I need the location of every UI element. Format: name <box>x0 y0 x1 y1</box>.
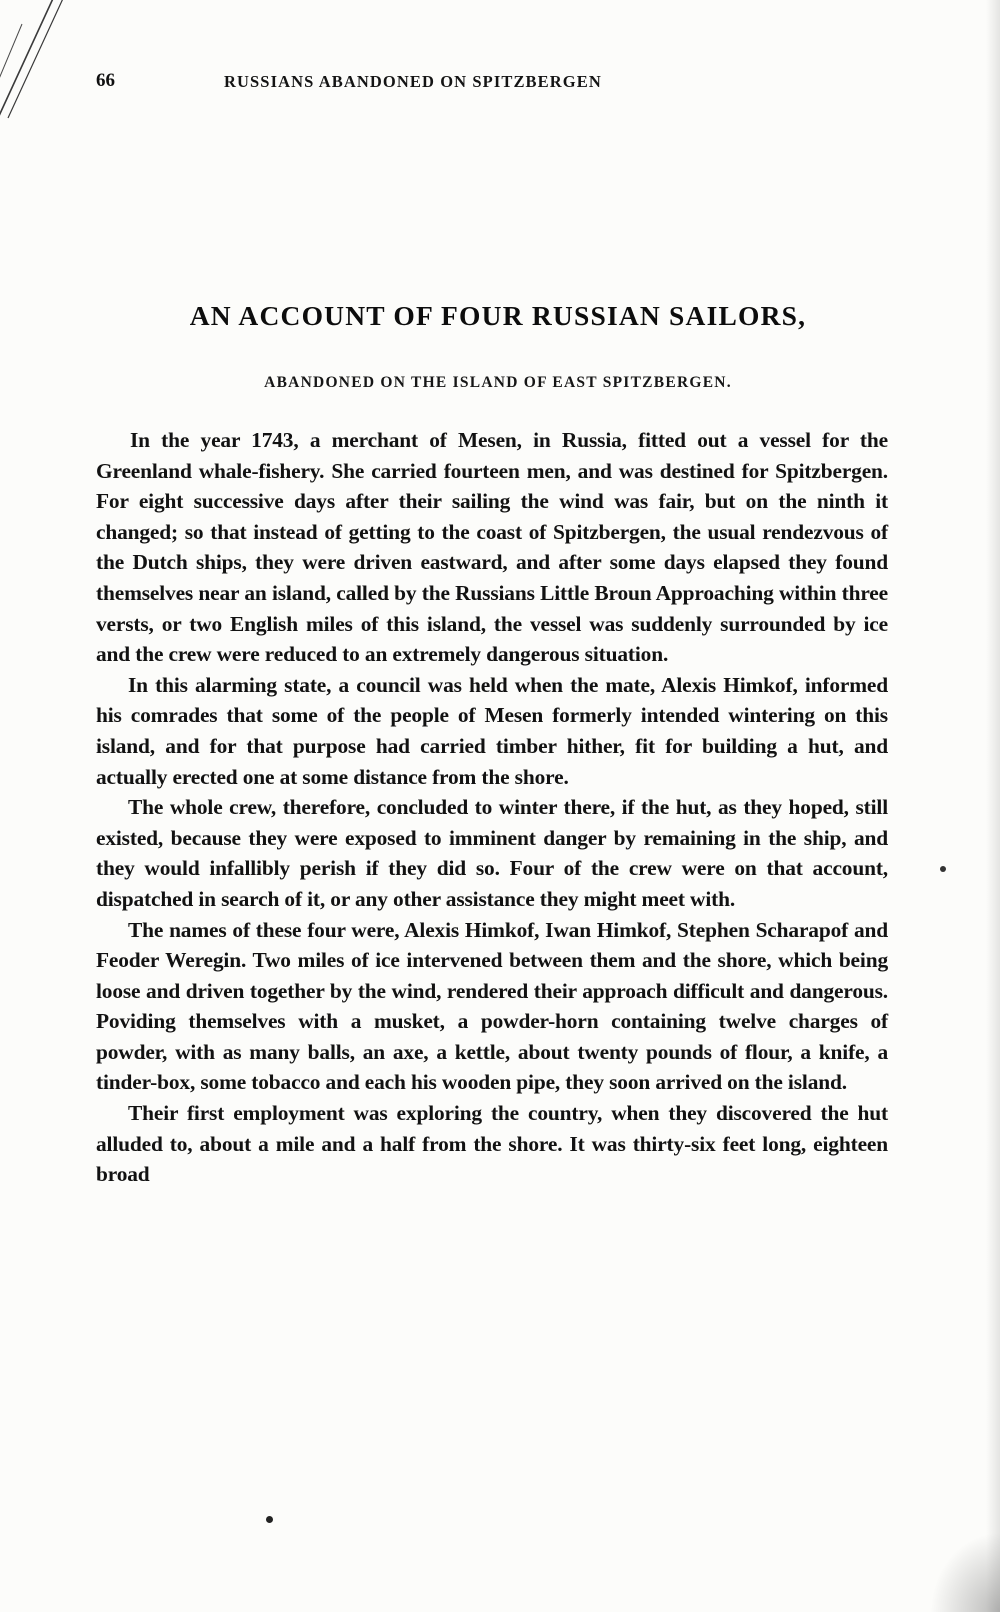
scan-smudge <box>930 1532 1000 1612</box>
folio-number: 66 <box>96 70 115 91</box>
running-head: RUSSIANS ABANDONED ON SPITZBERGEN <box>224 72 602 91</box>
scan-speck <box>940 866 946 872</box>
page-header <box>96 62 890 92</box>
scan-artifact-lines <box>0 0 84 120</box>
paragraph: In this alarming state, a council was held when the mate, Alexis Himkof, informed his comrades that some of the people of Mesen formerly intended wintering on this island, and for that purpose had carried timber hither, fit for building a hut, and actually erected one at some distance from the shore. <box>96 672 888 789</box>
article-body <box>96 425 888 1190</box>
scan-speck <box>266 1516 273 1523</box>
paragraph: The names of these four were, Alexis Himkof, Iwan Himkof, Stephen Scharapof and Feoder Weregin. Two miles of ice intervened between them and the shore, which being loose and driven together by the wind, rendered their approach difficult and dangerous. Poviding themselves with a musket, a powder-horn containing twelve charges of powder, with as many balls, an axe, a kettle, about twenty pounds of flour, a knife, a tinder-box, some tobacco and each his wooden pipe, they soon arrived on the island. <box>96 917 888 1095</box>
article-subtitle: ABANDONED ON THE ISLAND OF EAST SPITZBERGEN. <box>264 374 732 391</box>
paragraph: Their first employment was exploring the country, when they discovered the hut alluded to, about a mile and a half from the shore. It was thirty-six feet long, eighteen broad <box>96 1101 888 1187</box>
paragraph: In the year 1743, a merchant of Mesen, in Russia, fitted out a vessel for the Greenland whale-fishery. She carried fourteen men, and was destined for Spitzbergen. For eight successive days after their sailing the wind was fair, but on the ninth it changed; so that instead of getting to the coast of Spitzbergen, the usual rendezvous of the Dutch ships, they were driven eastward, and after some days elapsed they found themselves near an island, called by the Russians Little Broun Approaching within three versts, or two English miles of this island, the vessel was suddenly surrounded by ice and the crew were reduced to an extremely dangerous situation. <box>96 428 888 667</box>
title-block <box>96 300 900 392</box>
page-edge-shadow <box>986 0 1000 1612</box>
paragraph: The whole crew, therefore, concluded to winter there, if the hut, as they hoped, still existed, because they were exposed to imminent danger by remaining in the ship, and they would infallibly perish if they did so. Four of the crew were on that account, dispatched in search of it, or any other assistance they might meet with. <box>96 795 888 911</box>
article-title: AN ACCOUNT OF FOUR RUSSIAN SAILORS, <box>189 300 807 331</box>
